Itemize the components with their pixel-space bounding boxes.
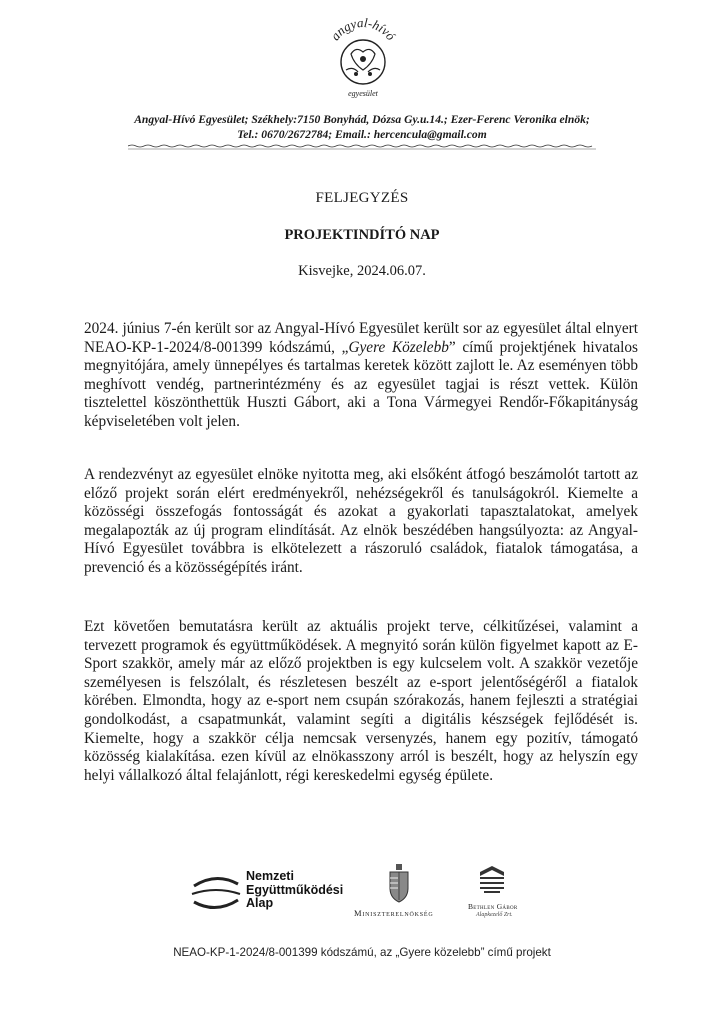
logo-text-top: angyal-hívó [327,14,399,44]
footer-logos [180,862,560,924]
nea-logo-icon [190,868,242,916]
nea-line-1: Nemzeti [246,869,294,883]
header-separator [128,143,596,151]
angyal-hivo-logo [318,12,408,104]
place-date: Kisvejke, 2024.06.07. [298,263,426,279]
paragraph-1-part-b: ” című projektjének hivatalos megnyitójára, amely ünnepélyes és tartalmas keretek között zajlott le. Az eseményen több meghívott vendég, partnerintézmény és az egyesület tagjai is részt vettek. Külön tisztelettel köszönthettük Huszti Gábort, aki a Tona Vármegyei Rendőr-Főkapitányság képviseletében volt jelen. [84,338,639,430]
svg-text:angyal-hívó [327,15,399,44]
paragraph-2: A rendezvényt az egyesület elnöke nyitotta meg, aki elsőként átfogó beszámolót tartott az előző projekt során elért eredményekről, nehézségekről és tanulságokról. Kiemelte a közösségi összefogás fontosságát és azokat a gyakorlati tapasztalatokat, amelyek megalapozták az új program elindítását. Az elnök beszédében hangsúlyozta: az Angyal-Hívó Egyesület továbbra is elkötelezett a rászoruló családok, fiatalok támogatása, a prevenció és a közösségépítés iránt. [84,466,638,576]
document-type: FELJEGYZÉS [315,190,409,206]
logo-text-bottom: egyesület [348,89,378,98]
project-name: Gyere Közelebb [348,338,449,356]
nea-line-2: Együttműködési [246,882,344,897]
paragraph-1-part-a: 2024. június 7-én került sor az Angyal-Hívó Egyesület került sor az egyesület által elnyert NEAO-KP-1-2024/8-001399 kódszámú, „ [84,320,638,356]
bethlen-gabor-sub-label: Alapkezelő Zrt. [476,912,513,918]
nea-name [246,870,343,911]
coat-of-arms-icon [386,864,412,904]
nea-line-3: Alap [246,896,274,910]
bethlen-gabor-label: Bethlen Gábor [468,902,518,911]
footer-project-line: NEAO-KP-1-2024/8-001399 kódszámú, az „Gyere közelebb” című projekt [173,946,551,959]
bethlen-gabor-logo-icon [478,864,506,896]
paragraph-3: Ezt követően bemutatásra került az aktuális projekt terve, célkitűzései, valamint a tervezett programok és együttműködések. A megnyitó során külön figyelmet kapott az E-Sport szakkör, amely már az előző projektben is egy kulcselem volt. A szakkör vezetője személyesen is felszólalt, és részletesen beszélt az e-sport jelentőségéről a fiatalok körében. Elmondta, hogy az e-sport nem csupán szórakozás, hanem fejleszti a stratégiai gondolkodást, a csapatmunkát, valamint segíti a digitális készségek fejlődését is. Kiemelte, hogy a szakkör célja nemcsak versenyzés, hanem egy pozitív, támogató közösség kialakítása. ezen kívül az elnökasszony arról is beszélt, hogy az helyszín egy helyi vállalkozó által felajánlott, régi kereskedelmi egység épülete. [84,618,638,784]
org-address-line: Angyal-Hívó Egyesület; Székhely:7150 Bonyhád, Dózsa Gy.u.14.; Ezer-Ferenc Veronika elnök; [134,113,590,126]
org-contact-line: Tel.: 0670/2672784; Email.: hercencula@gmail.com [237,128,487,141]
ministry-label: Miniszterelnökség [354,908,434,918]
document-title: PROJEKTINDÍTÓ NAP [284,227,440,243]
paragraph-1 [84,320,638,432]
